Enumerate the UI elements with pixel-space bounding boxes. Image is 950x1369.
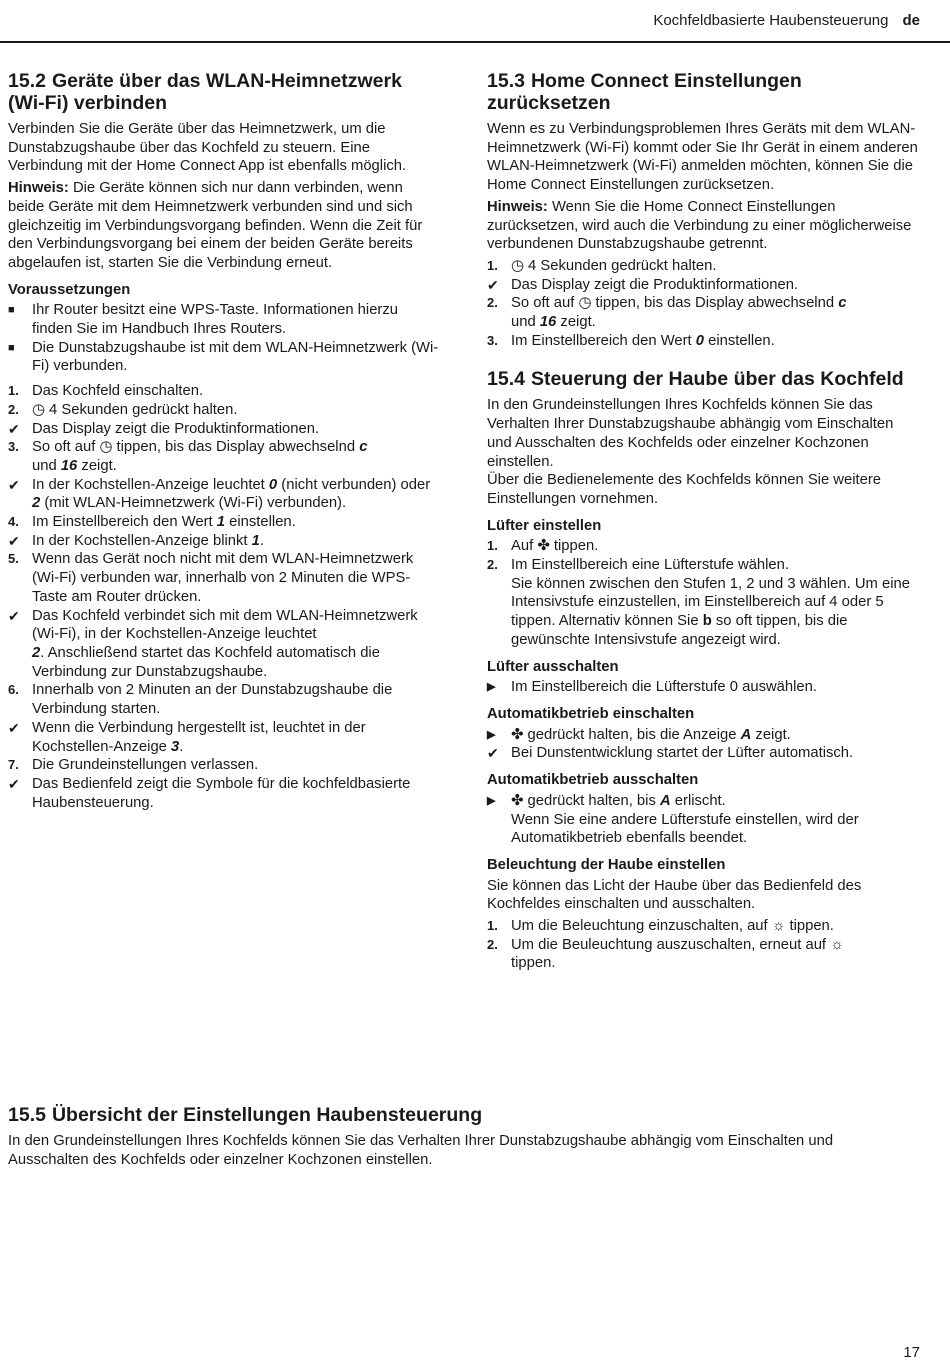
result-item: ✔ In der Kochstellen-Anzeige leuchtet 0 (nicht verbunden) oder 2 (mit WLAN-Heimnetzwerk (Wi-Fi) verbunden). — [8, 476, 431, 512]
requirements-heading: Voraussetzungen — [8, 281, 131, 298]
result-item: ✔ Das Bedienfeld zeigt die Symbole für die kochfeldbasierte Haubensteuerung. — [8, 775, 411, 811]
section-15-3-note: Hinweis: Wenn Sie die Home Connect Einstellungen zurücksetzen, wird auch die Verbindung zu einer möglicherweise verbundenen Dunstabzugshaube getrennt. — [487, 198, 912, 253]
result-item: ✔ Das Kochfeld verbindet sich mit dem WLAN-Heimnetzwerk (Wi-Fi), in der Kochstellen-Anzeige leuchtet 2. Anschließend startet das Kochfeld automatisch die Verbindung zur Dunstabzugshaube. — [8, 607, 418, 680]
header-title: Kochfeldbasierte Haubensteuerung — [653, 12, 889, 29]
step-item: 1. Um die Beleuchtung einzuschalten, auf ☼ tippen. — [487, 918, 834, 935]
result-item: ✔ In der Kochstellen-Anzeige blinkt 1. — [8, 532, 264, 549]
action-item: ▶ Im Einstellbereich die Lüfterstufe 0 auswählen. — [487, 679, 817, 696]
step-item: 3. So oft auf ◷ tippen, bis das Display abwechselnd c und 16 zeigt. — [8, 439, 368, 474]
light-intro: Sie können das Licht der Haube über das Bedienfeld des Kochfeldes einschalten und ausschalten. — [487, 877, 862, 913]
fan-icon: ✤ — [511, 726, 524, 743]
result-item: ✔ Bei Dunstentwicklung startet der Lüfter automatisch. — [487, 745, 854, 762]
fan-icon: ✤ — [537, 538, 550, 555]
language-code: de — [902, 12, 920, 29]
step-item: 1. Auf ✤ tippen. — [487, 538, 599, 555]
list-item: ■ Ihr Router besitzt eine WPS-Taste. Informationen hierzu finden Sie im Handbuch Ihres Routers. — [8, 302, 398, 338]
light-icon: ☼ — [771, 918, 786, 935]
right-column — [487, 70, 919, 973]
light-icon: ☼ — [830, 936, 844, 953]
step-item: 7. Die Grundeinstellungen verlassen. — [8, 757, 259, 774]
step-item: 1. ◷ 4 Sekunden gedrückt halten. — [487, 257, 717, 274]
step-item: 3. Im Einstellbereich den Wert 0 einstellen. — [487, 332, 775, 349]
result-item: ✔ Das Display zeigt die Produktinformationen. — [487, 276, 799, 293]
page-number: 17 — [903, 1344, 920, 1361]
step-item: 2. Im Einstellbereich eine Lüfterstufe wählen. Sie können zwischen den Stufen 1, 2 und 3 wählen. Um eine Intensivstufe einzustellen, im Einstellbereich auf 4 oder 5 tippen. Alternativ können Sie b so oft tippen, bis die gewünschte Intensivstufe angezeigt wird. — [487, 557, 910, 648]
auto-off-heading: Automatikbetrieb ausschalten — [487, 772, 699, 789]
action-item: ▶ ✤ gedrückt halten, bis A erlischt. Wenn Sie eine andere Lüfterstufe einstellen, wird der Automatikbetrieb ebenfalls beendet. — [487, 792, 859, 847]
fan-icon: ✤ — [511, 792, 524, 809]
fan-off-heading: Lüfter ausschalten — [487, 658, 619, 675]
fan-set-heading: Lüfter einstellen — [487, 517, 602, 534]
result-item: ✔ Das Display zeigt die Produktinformationen. — [8, 420, 320, 437]
list-item: ■ Die Dunstabzugshaube ist mit dem WLAN-Heimnetzwerk (Wi-Fi) verbunden. — [8, 339, 439, 375]
step-item: 4. Im Einstellbereich den Wert 1 einstellen. — [8, 514, 296, 531]
action-item: ▶ ✤ gedrückt halten, bis die Anzeige A zeigt. — [487, 726, 791, 743]
section-15-2-note: Hinweis: Die Geräte können sich nur dann verbinden, wenn beide Geräte mit dem Heimnetzwerk verbunden sind und sich gleichzeitig im Verbindungsvorgang befinden. Wenn die Zeit für den Verbindungsvorgang bei einem der beiden Geräte bereits abgelaufen ist, starten Sie die Verbindung erneut. — [8, 180, 423, 271]
left-column — [8, 70, 440, 812]
timer-icon: ◷ — [32, 401, 45, 418]
step-item: 1. Das Kochfeld einschalten. — [8, 383, 204, 400]
section-15-2-heading: 15.2 Geräte über das WLAN-Heimnetzwerk (Wi-Fi) verbinden — [8, 70, 402, 114]
timer-icon: ◷ — [99, 439, 113, 456]
step-item: 5. Wenn das Gerät noch nicht mit dem WLAN-Heimnetzwerk (Wi-Fi) verbunden war, innerhalb von 2 Minuten die WPS-Taste am Router drücken. — [8, 551, 414, 605]
timer-icon: ◷ — [511, 257, 524, 274]
running-header — [653, 12, 920, 29]
step-item: 6. Innerhalb von 2 Minuten an der Dunstabzugshaube die Verbindung starten. — [8, 682, 393, 718]
section-15-4-heading: 15.4 Steuerung der Haube über das Kochfeld — [487, 368, 904, 391]
section-15-5-heading: 15.5 Übersicht der Einstellungen Haubensteuerung — [8, 1104, 483, 1126]
timer-icon: ◷ — [578, 295, 592, 312]
step-item: 2. So oft auf ◷ tippen, bis das Display abwechselnd c und 16 zeigt. — [487, 295, 847, 331]
section-15-4-intro: In den Grundeinstellungen Ihres Kochfelds können Sie das Verhalten Ihrer Dunstabzugshaube abhängig vom Einschalten und Ausschalten des Kochfelds oder einzelner Kochzonen einstellen. Über die Bedienelemente des Kochfelds können Sie weitere Einstellungen vornehmen. — [487, 397, 894, 507]
header-rule — [0, 41, 950, 43]
section-15-3-intro: Wenn es zu Verbindungsproblemen Ihres Geräts mit dem WLAN-Heimnetzwerk (Wi-Fi) kommt oder Sie Ihr Gerät in einem anderen WLAN-Heimnetzwerk (Wi-Fi) anmelden möchten, können Sie die Home Connect Einstellungen zurücksetzen. — [487, 121, 918, 194]
auto-on-heading: Automatikbetrieb einschalten — [487, 705, 695, 722]
section-15-5-intro: In den Grundeinstellungen Ihres Kochfelds können Sie das Verhalten Ihrer Dunstabzugshaube abhängig vom Einschalten und Ausschalten des Kochfelds oder einzelner Kochzonen einstellen. — [8, 1133, 834, 1168]
step-item: 2. Um die Beuleuchtung auszuschalten, erneut auf ☼ tippen. — [487, 936, 844, 972]
step-item: 2. ◷ 4 Sekunden gedrückt halten. — [8, 401, 238, 418]
light-heading: Beleuchtung der Haube einstellen — [487, 856, 726, 873]
result-item: ✔ Wenn die Verbindung hergestellt ist, leuchtet in der Kochstellen-Anzeige 3. — [8, 719, 366, 755]
section-15-5 — [8, 1104, 908, 1172]
section-15-3-heading: 15.3 Home Connect Einstellungen zurücksetzen — [487, 70, 802, 114]
section-15-2-intro: Verbinden Sie die Geräte über das Heimnetzwerk, um die Dunstabzugshaube über das Kochfeld zu steuern. Eine Verbindung mit der Home Connect App ist ebenfalls möglich. — [8, 121, 407, 175]
